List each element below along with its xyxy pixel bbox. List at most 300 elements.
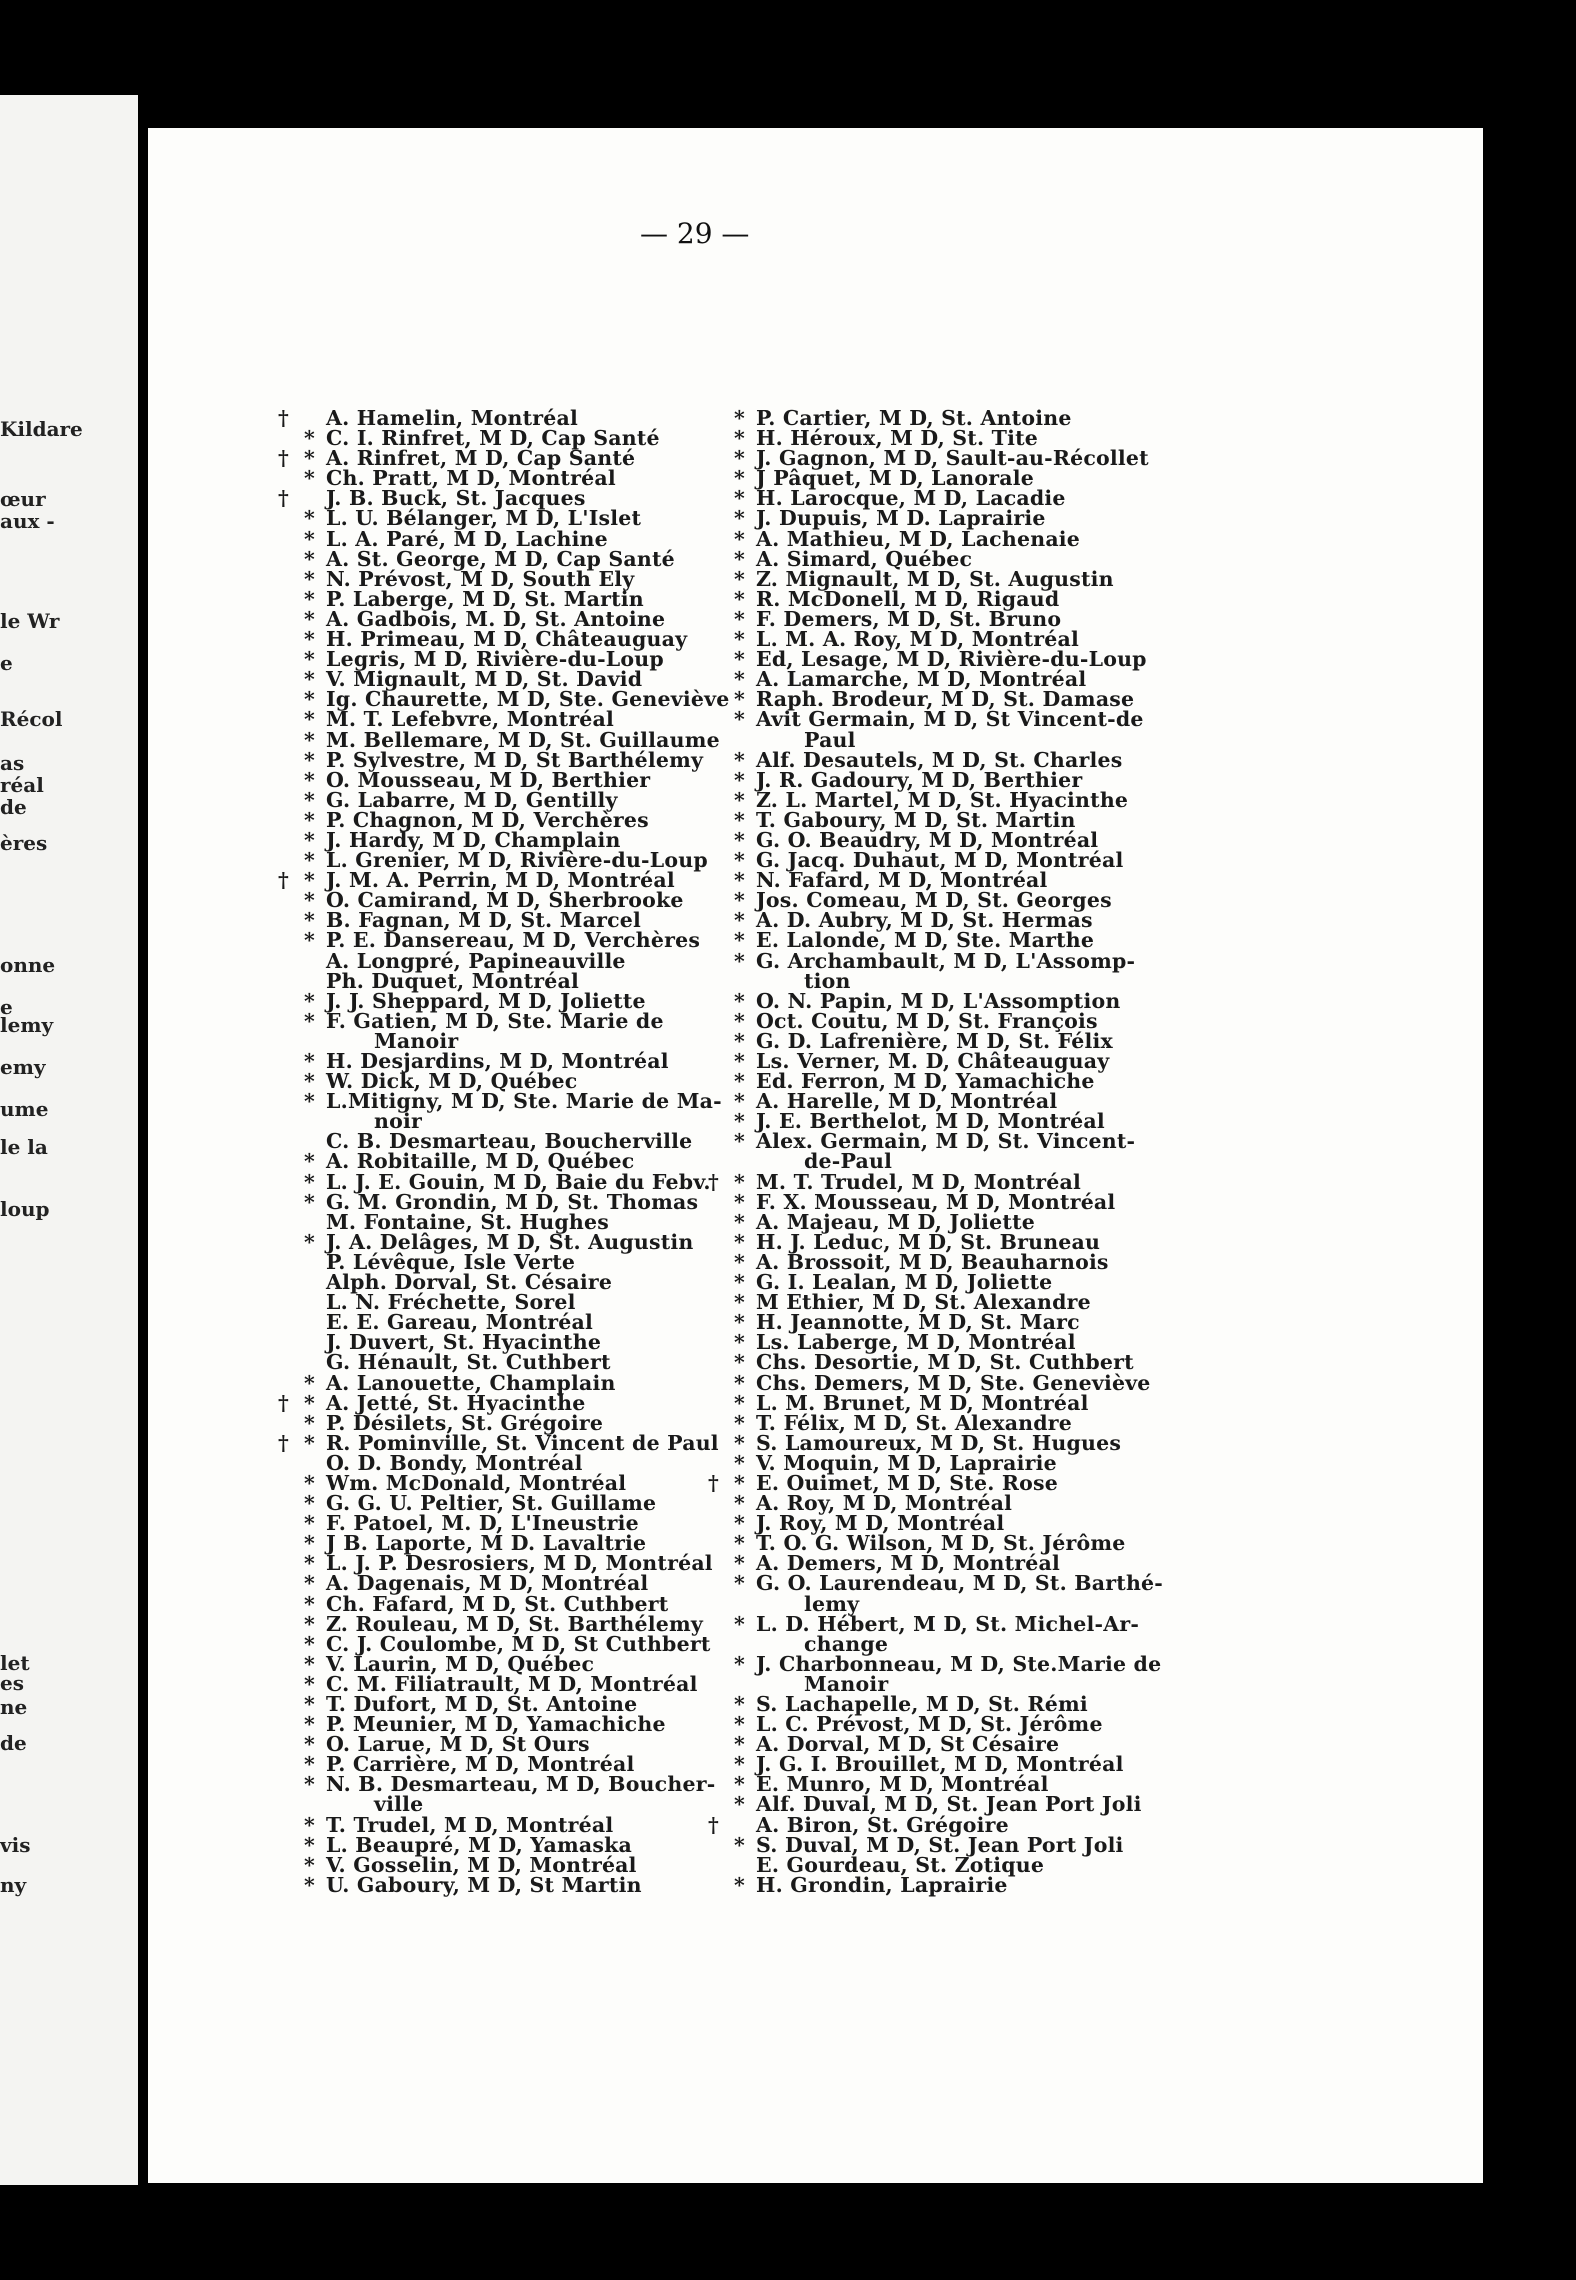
asterisk-mark: * — [304, 1430, 315, 1455]
asterisk-mark: * — [734, 1491, 745, 1516]
asterisk-mark: * — [304, 546, 315, 571]
entry-text: N. Prévost, M D, South Ely — [326, 566, 635, 591]
asterisk-mark: * — [304, 848, 315, 873]
entry-text: Ed. Ferron, M D, Yamachiche — [756, 1069, 1095, 1094]
entry-text: M. Fontaine, St. Hughes — [326, 1209, 609, 1234]
asterisk-mark: * — [734, 1692, 745, 1716]
asterisk-mark: * — [304, 1189, 315, 1214]
entry-text: C. M. Filiatrault, M D, Montréal — [326, 1671, 698, 1696]
asterisk-mark: * — [734, 827, 745, 852]
entry-text: Alf. Desautels, M D, St. Charles — [756, 747, 1123, 772]
asterisk-mark: * — [734, 787, 745, 812]
asterisk-mark: * — [734, 486, 745, 511]
entry-text: Chs. Demers, M D, Ste. Geneviève — [756, 1370, 1151, 1395]
entry-text: H. Desjardins, M D, Montréal — [326, 1049, 669, 1073]
entry-text: J. Charbonneau, M D, Ste.Marie de — [756, 1651, 1162, 1676]
entry-text: J. A. Delâges, M D, St. Augustin — [326, 1229, 694, 1254]
entry-text: F. Demers, M D, St. Bruno — [756, 606, 1062, 631]
asterisk-mark: * — [304, 566, 315, 591]
entry-text: L. A. Paré, M D, Lachine — [326, 526, 608, 551]
entry-text: G. I. Lealan, M D, Joliette — [756, 1270, 1053, 1295]
asterisk-mark: * — [734, 627, 745, 652]
entry-text: L. U. Bélanger, M D, L'Islet — [326, 506, 642, 531]
entry-text: G. D. Lafrenière, M D, St. Félix — [756, 1028, 1113, 1053]
entry-text: G. M. Grondin, M D, St. Thomas — [326, 1189, 699, 1214]
left-page-text-fragment: de — [0, 1731, 27, 1755]
entry-text: H. Primeau, M D, Châteauguay — [326, 627, 688, 652]
asterisk-mark: * — [304, 1149, 315, 1174]
entry-text: M Ethier, M D, St. Alexandre — [756, 1290, 1091, 1315]
entry-text: Alf. Duval, M D, St. Jean Port Joli — [756, 1792, 1142, 1817]
asterisk-mark: * — [304, 1651, 315, 1676]
asterisk-mark: * — [734, 1310, 745, 1335]
entry-text: Z. L. Martel, M D, St. Hyacinthe — [756, 787, 1129, 812]
entry-text: Alex. Germain, M D, St. Vincent- — [756, 1129, 1136, 1154]
left-page-text-fragment: vis — [0, 1833, 31, 1857]
entry-text: A. Dagenais, M D, Montréal — [326, 1571, 649, 1596]
asterisk-mark: * — [734, 747, 745, 772]
entry-text: L. M. Brunet, M D, Montréal — [756, 1390, 1089, 1415]
entry-text: U. Gaboury, M D, St Martin — [326, 1872, 642, 1897]
dagger-mark: † — [278, 868, 289, 893]
dagger-mark: † — [278, 1430, 289, 1455]
asterisk-mark: * — [304, 446, 315, 471]
entry-text: Chs. Desortie, M D, St. Cuthbert — [756, 1350, 1134, 1375]
entry-text: A. D. Aubry, M D, St. Hermas — [756, 908, 1093, 933]
left-page-text-fragment: aux - — [0, 509, 55, 533]
asterisk-mark: * — [304, 1531, 315, 1556]
asterisk-mark: * — [734, 868, 745, 893]
asterisk-mark: * — [734, 1169, 745, 1194]
entry-text: J. Hardy, M D, Champlain — [326, 827, 621, 852]
entry-text: J. J. Sheppard, M D, Joliette — [326, 988, 646, 1013]
entry-text: R. McDonell, M D, Rigaud — [756, 586, 1060, 611]
asterisk-mark: * — [734, 707, 745, 732]
asterisk-mark: * — [304, 767, 315, 792]
entry-text: P. Meunier, M D, Yamachiche — [326, 1712, 666, 1737]
entry-text: J Pâquet, M D, Lanorale — [756, 466, 1034, 491]
entry-text: M. T. Trudel, M D, Montréal — [756, 1169, 1081, 1194]
asterisk-mark: * — [734, 1772, 745, 1797]
left-page-text-fragment: le Wr — [0, 609, 60, 633]
entry-text: T. Trudel, M D, Montréal — [326, 1812, 614, 1837]
left-page-text-fragment: de — [0, 795, 27, 819]
entry-text: T. Dufort, M D, St. Antoine — [326, 1692, 638, 1716]
asterisk-mark: * — [304, 1390, 315, 1415]
entry-text: G. Archambault, M D, L'Assomp- — [756, 948, 1136, 973]
entry-text: L.Mitigny, M D, Ste. Marie de Ma- — [326, 1089, 722, 1114]
entry-continuation: change — [804, 1631, 889, 1656]
entry-text: C. J. Coulombe, M D, St Cuthbert — [326, 1631, 711, 1656]
asterisk-mark: * — [734, 406, 745, 430]
asterisk-mark: * — [304, 1551, 315, 1576]
entry-text: C. B. Desmarteau, Boucherville — [326, 1129, 693, 1154]
asterisk-mark: * — [304, 526, 315, 551]
asterisk-mark: * — [734, 506, 745, 531]
asterisk-mark: * — [734, 1330, 745, 1355]
entry-text: M. T. Lefebvre, Montréal — [326, 707, 614, 732]
entry-text: A. Mathieu, M D, Lachenaie — [756, 526, 1081, 551]
entry-text: Ch. Fafard, M D, St. Cuthbert — [326, 1591, 669, 1616]
asterisk-mark: * — [304, 1752, 315, 1777]
dagger-mark: † — [708, 1169, 719, 1194]
asterisk-mark: * — [304, 1470, 315, 1495]
asterisk-mark: * — [734, 1611, 745, 1636]
asterisk-mark: * — [304, 1712, 315, 1737]
asterisk-mark: * — [734, 1370, 745, 1395]
entry-continuation: ville — [374, 1792, 424, 1817]
entry-text: C. I. Rinfret, M D, Cap Santé — [326, 426, 660, 451]
asterisk-mark: * — [304, 1229, 315, 1254]
entry-text: N. Fafard, M D, Montréal — [756, 868, 1048, 893]
asterisk-mark: * — [304, 1069, 315, 1094]
entry-text: V. Moquin, M D, Laprairie — [756, 1450, 1057, 1475]
asterisk-mark: * — [734, 1752, 745, 1777]
asterisk-mark: * — [304, 928, 315, 953]
entry-text: A. Hamelin, Montréal — [326, 406, 578, 430]
entry-text: A. Jetté, St. Hyacinthe — [326, 1390, 586, 1415]
dagger-mark: † — [708, 1470, 719, 1495]
entry-text: A. St. George, M D, Cap Santé — [326, 546, 675, 571]
asterisk-mark: * — [304, 1732, 315, 1757]
entry-text: P. Chagnon, M D, Verchères — [326, 807, 649, 832]
left-page-text-fragment: ne — [0, 1695, 28, 1719]
asterisk-mark: * — [734, 1832, 745, 1857]
entry-text: L. J. P. Desrosiers, M D, Montréal — [326, 1551, 713, 1576]
entry-text: Oct. Coutu, M D, St. François — [756, 1008, 1098, 1033]
entry-continuation: Paul — [804, 727, 856, 752]
page-number: — 29 — — [640, 217, 750, 250]
entry-text: A. Rinfret, M D, Cap Santé — [326, 446, 636, 471]
asterisk-mark: * — [734, 767, 745, 792]
asterisk-mark: * — [304, 1370, 315, 1395]
left-page-text-fragment: e — [0, 995, 13, 1019]
left-page-text-fragment: onne — [0, 953, 56, 977]
asterisk-mark: * — [734, 526, 745, 551]
entry-text: P. Sylvestre, M D, St Barthélemy — [326, 747, 704, 772]
entry-text: Ch. Pratt, M D, Montréal — [326, 466, 616, 491]
asterisk-mark: * — [304, 1772, 315, 1797]
entry-text: S. Lamoureux, M D, St. Hugues — [756, 1430, 1122, 1455]
asterisk-mark: * — [304, 1611, 315, 1636]
asterisk-mark: * — [304, 827, 315, 852]
entry-text: F. X. Mousseau, M D, Montréal — [756, 1189, 1116, 1214]
entry-text: A. Demers, M D, Montréal — [756, 1551, 1060, 1576]
entry-text: Ig. Chaurette, M D, Ste. Geneviève — [326, 687, 730, 712]
entry-text: P. Laberge, M D, St. Martin — [326, 586, 644, 611]
asterisk-mark: * — [734, 1511, 745, 1536]
asterisk-mark: * — [734, 1089, 745, 1114]
entry-text: J. E. Berthelot, M D, Montréal — [756, 1109, 1105, 1134]
entry-text: V. Laurin, M D, Québec — [326, 1651, 595, 1676]
asterisk-mark: * — [304, 506, 315, 531]
entry-text: L. J. E. Gouin, M D, Baie du Febv. — [326, 1169, 711, 1194]
left-page-text-fragment: es — [0, 1671, 24, 1695]
asterisk-mark: * — [304, 1410, 315, 1435]
asterisk-mark: * — [734, 928, 745, 953]
asterisk-mark: * — [304, 888, 315, 913]
asterisk-mark: * — [734, 1571, 745, 1596]
asterisk-mark: * — [304, 807, 315, 832]
entry-text: W. Dick, M D, Québec — [326, 1069, 578, 1094]
entry-text: O. Larue, M D, St Ours — [326, 1732, 590, 1757]
entry-text: O. Camirand, M D, Sherbrooke — [326, 888, 684, 913]
asterisk-mark: * — [734, 566, 745, 591]
entry-text: E. Ouimet, M D, Ste. Rose — [756, 1470, 1058, 1495]
asterisk-mark: * — [734, 446, 745, 471]
entry-text: O. Mousseau, M D, Berthier — [326, 767, 651, 792]
asterisk-mark: * — [304, 1692, 315, 1716]
asterisk-mark: * — [304, 1169, 315, 1194]
entry-text: A. Robitaille, M D, Québec — [326, 1149, 635, 1174]
entry-text: M. Bellemare, M D, St. Guillaume — [326, 727, 720, 752]
entry-text: E. E. Gareau, Montréal — [326, 1310, 593, 1335]
left-page-text-fragment: œur — [0, 487, 46, 511]
left-page-text-fragment: lemy — [0, 1013, 54, 1037]
left-page-text-fragment: e — [0, 651, 13, 675]
entry-text: Z. Mignault, M D, St. Augustin — [756, 566, 1114, 591]
asterisk-mark: * — [304, 787, 315, 812]
entry-text: J. Gagnon, M D, Sault-au-Récollet — [756, 446, 1149, 471]
asterisk-mark: * — [734, 1290, 745, 1315]
asterisk-mark: * — [734, 1229, 745, 1254]
entry-text: J. Dupuis, M D. Laprairie — [756, 506, 1046, 531]
entry-text: A. Longpré, Papineauville — [326, 948, 626, 973]
asterisk-mark: * — [734, 586, 745, 611]
asterisk-mark: * — [734, 606, 745, 631]
left-page-text-fragment: Récol — [0, 707, 63, 731]
asterisk-mark: * — [734, 1249, 745, 1274]
entry-text: A. Brossoit, M D, Beauharnois — [756, 1249, 1109, 1274]
left-page-text-fragment: réal — [0, 773, 44, 797]
asterisk-mark: * — [304, 1049, 315, 1073]
asterisk-mark: * — [734, 1008, 745, 1033]
dagger-mark: † — [708, 1812, 719, 1837]
asterisk-mark: * — [304, 606, 315, 631]
entry-text: Ls. Verner, M. D, Châteauguay — [756, 1049, 1110, 1073]
entry-text: R. Pominville, St. Vincent de Paul — [326, 1430, 719, 1455]
entry-continuation: noir — [374, 1109, 422, 1134]
entry-continuation: Manoir — [804, 1671, 889, 1696]
asterisk-mark: * — [304, 466, 315, 491]
entry-text: Legris, M D, Rivière-du-Loup — [326, 647, 664, 672]
dagger-mark: † — [278, 446, 289, 471]
asterisk-mark: * — [734, 647, 745, 672]
entry-text: A. Dorval, M D, St Césaire — [756, 1732, 1060, 1757]
entry-text: P. Désilets, St. Grégoire — [326, 1410, 604, 1435]
asterisk-mark: * — [734, 1712, 745, 1737]
entry-text: Z. Rouleau, M D, St. Barthélemy — [326, 1611, 703, 1636]
left-page-text-fragment: emy — [0, 1055, 46, 1079]
left-page-text-fragment: ume — [0, 1097, 49, 1121]
asterisk-mark: * — [734, 1109, 745, 1134]
left-page-text-fragment: ères — [0, 831, 48, 855]
entry-text: A. Simard, Québec — [756, 546, 973, 571]
entry-text: A. Biron, St. Grégoire — [756, 1812, 1009, 1837]
entry-text: J. M. A. Perrin, M D, Montréal — [326, 868, 675, 893]
entry-text: A. Harelle, M D, Montréal — [756, 1089, 1058, 1114]
asterisk-mark: * — [734, 848, 745, 873]
asterisk-mark: * — [304, 687, 315, 712]
entry-text: Ph. Duquet, Montréal — [326, 968, 579, 993]
asterisk-mark: * — [304, 908, 315, 933]
left-page-edge — [0, 95, 138, 2185]
asterisk-mark: * — [304, 1591, 315, 1616]
asterisk-mark: * — [734, 1450, 745, 1475]
asterisk-mark: * — [734, 1270, 745, 1295]
asterisk-mark: * — [734, 908, 745, 933]
asterisk-mark: * — [304, 426, 315, 451]
left-page-text-fragment: let — [0, 1651, 30, 1675]
asterisk-mark: * — [734, 1551, 745, 1576]
asterisk-mark: * — [734, 1792, 745, 1817]
entry-text: G. O. Laurendeau, M D, St. Barthé- — [756, 1571, 1164, 1596]
asterisk-mark: * — [304, 627, 315, 652]
asterisk-mark: * — [304, 868, 315, 893]
asterisk-mark: * — [734, 546, 745, 571]
entry-text: Alph. Dorval, St. Césaire — [326, 1270, 613, 1295]
entry-text: G. Jacq. Duhaut, M D, Montréal — [756, 848, 1124, 873]
entry-text: Wm. McDonald, Montréal — [326, 1470, 627, 1495]
asterisk-mark: * — [304, 1872, 315, 1897]
entry-text: H. Héroux, M D, St. Tite — [756, 426, 1038, 451]
entry-text: Raph. Brodeur, M D, St. Damase — [756, 687, 1135, 712]
left-page-text-fragment: le la — [0, 1135, 48, 1159]
asterisk-mark: * — [734, 888, 745, 913]
entry-text: A. Lanouette, Champlain — [326, 1370, 616, 1395]
asterisk-mark: * — [304, 647, 315, 672]
entry-text: V. Mignault, M D, St. David — [326, 667, 643, 692]
entry-text: Ed, Lesage, M D, Rivière-du-Loup — [756, 647, 1147, 672]
asterisk-mark: * — [304, 1008, 315, 1033]
entry-text: J. R. Gadoury, M D, Berthier — [756, 767, 1083, 792]
asterisk-mark: * — [304, 1491, 315, 1516]
entry-text: A. Lamarche, M D, Montréal — [756, 667, 1087, 692]
entry-text: L. Grenier, M D, Rivière-du-Loup — [326, 848, 708, 873]
asterisk-mark: * — [734, 1872, 745, 1897]
asterisk-mark: * — [734, 426, 745, 451]
entry-text: F. Gatien, M D, Ste. Marie de — [326, 1008, 664, 1033]
entry-text: T. Gaboury, M D, St. Martin — [756, 807, 1076, 832]
asterisk-mark: * — [734, 1209, 745, 1234]
entry-text: L. Beaupré, M D, Yamaska — [326, 1832, 632, 1857]
asterisk-mark: * — [304, 1852, 315, 1877]
entry-text: B. Fagnan, M D, St. Marcel — [326, 908, 642, 933]
entry-text: H. Larocque, M D, Lacadie — [756, 486, 1066, 511]
dagger-mark: † — [278, 486, 289, 511]
asterisk-mark: * — [304, 1671, 315, 1696]
asterisk-mark: * — [734, 687, 745, 712]
entry-text: P. E. Dansereau, M D, Verchères — [326, 928, 701, 953]
entry-text: O. N. Papin, M D, L'Assomption — [756, 988, 1121, 1013]
entry-text: H. Grondin, Laprairie — [756, 1872, 1008, 1897]
entry-text: O. D. Bondy, Montréal — [326, 1450, 583, 1475]
asterisk-mark: * — [304, 747, 315, 772]
entry-text: J. Duvert, St. Hyacinthe — [326, 1330, 602, 1355]
asterisk-mark: * — [734, 988, 745, 1013]
asterisk-mark: * — [734, 1049, 745, 1073]
dagger-mark: † — [278, 406, 289, 430]
entry-text: J B. Laporte, M D. Lavaltrie — [326, 1531, 647, 1556]
dagger-mark: † — [278, 1390, 289, 1415]
entry-text: J. Roy, M D, Montréal — [756, 1511, 1005, 1536]
asterisk-mark: * — [304, 1812, 315, 1837]
left-page-text-fragment: ny — [0, 1873, 27, 1897]
entry-text: E. Munro, M D, Montréal — [756, 1772, 1049, 1797]
entry-text: G. O. Beaudry, M D, Montréal — [756, 827, 1099, 852]
entry-text: A. Roy, M D, Montréal — [756, 1491, 1013, 1516]
entry-text: G. G. U. Peltier, St. Guillame — [326, 1491, 657, 1516]
entry-text: L. C. Prévost, M D, St. Jérôme — [756, 1712, 1103, 1737]
asterisk-mark: * — [734, 1028, 745, 1053]
asterisk-mark: * — [304, 707, 315, 732]
entry-text: E. Lalonde, M D, Ste. Marthe — [756, 928, 1095, 953]
asterisk-mark: * — [734, 1069, 745, 1094]
entry-text: Avit Germain, M D, St Vincent-de — [756, 707, 1144, 732]
asterisk-mark: * — [734, 1651, 745, 1676]
entry-text: T. Félix, M D, St. Alexandre — [756, 1410, 1073, 1435]
entry-text: S. Duval, M D, St. Jean Port Joli — [756, 1832, 1124, 1857]
asterisk-mark: * — [734, 1430, 745, 1455]
entry-text: A. Majeau, M D, Joliette — [756, 1209, 1035, 1234]
asterisk-mark: * — [304, 1089, 315, 1114]
entry-text: G. Hénault, St. Cuthbert — [326, 1350, 611, 1375]
asterisk-mark: * — [304, 586, 315, 611]
entry-text: V. Gosselin, M D, Montréal — [326, 1852, 637, 1877]
entry-text: S. Lachapelle, M D, St. Rémi — [756, 1692, 1088, 1716]
asterisk-mark: * — [734, 1189, 745, 1214]
left-page-text-fragment: Kildare — [0, 417, 83, 441]
entry-text: L. N. Fréchette, Sorel — [326, 1290, 576, 1315]
entry-text: L. D. Hébert, M D, St. Michel-Ar- — [756, 1611, 1140, 1636]
entry-text: T. O. G. Wilson, M D, St. Jérôme — [756, 1531, 1126, 1556]
asterisk-mark: * — [734, 1531, 745, 1556]
asterisk-mark: * — [734, 1410, 745, 1435]
asterisk-mark: * — [734, 1129, 745, 1154]
entry-text: G. Labarre, M D, Gentilly — [326, 787, 618, 812]
asterisk-mark: * — [304, 988, 315, 1013]
asterisk-mark: * — [304, 1511, 315, 1536]
entry-continuation: de-Paul — [804, 1149, 893, 1174]
entry-text: P. Cartier, M D, St. Antoine — [756, 406, 1072, 430]
asterisk-mark: * — [304, 667, 315, 692]
entry-text: Ls. Laberge, M D, Montréal — [756, 1330, 1076, 1355]
entry-text: E. Gourdeau, St. Zotique — [756, 1852, 1045, 1877]
asterisk-mark: * — [304, 727, 315, 752]
asterisk-mark: * — [734, 1470, 745, 1495]
entry-text: N. B. Desmarteau, M D, Boucher- — [326, 1772, 716, 1797]
entry-text: P. Lévêque, Isle Verte — [326, 1249, 576, 1274]
entry-text: Jos. Comeau, M D, St. Georges — [756, 888, 1112, 913]
entry-text: H. Jeannotte, M D, St. Marc — [756, 1310, 1080, 1335]
asterisk-mark: * — [734, 466, 745, 491]
entry-text: F. Patoel, M. D, L'Ineustrie — [326, 1511, 639, 1536]
asterisk-mark: * — [304, 1571, 315, 1596]
entry-text: P. Carrière, M D, Montréal — [326, 1752, 635, 1777]
entry-continuation: tion — [804, 968, 851, 993]
entry-text: A. Gadbois, M. D, St. Antoine — [326, 606, 666, 631]
asterisk-mark: * — [734, 1390, 745, 1415]
asterisk-mark: * — [734, 1732, 745, 1757]
entry-continuation: Manoir — [374, 1028, 459, 1053]
entry-text: H. J. Leduc, M D, St. Bruneau — [756, 1229, 1101, 1254]
asterisk-mark: * — [734, 667, 745, 692]
entry-continuation: lemy — [804, 1591, 860, 1616]
asterisk-mark: * — [304, 1832, 315, 1857]
asterisk-mark: * — [734, 948, 745, 973]
entry-text: L. M. A. Roy, M D, Montréal — [756, 627, 1079, 652]
asterisk-mark: * — [734, 807, 745, 832]
